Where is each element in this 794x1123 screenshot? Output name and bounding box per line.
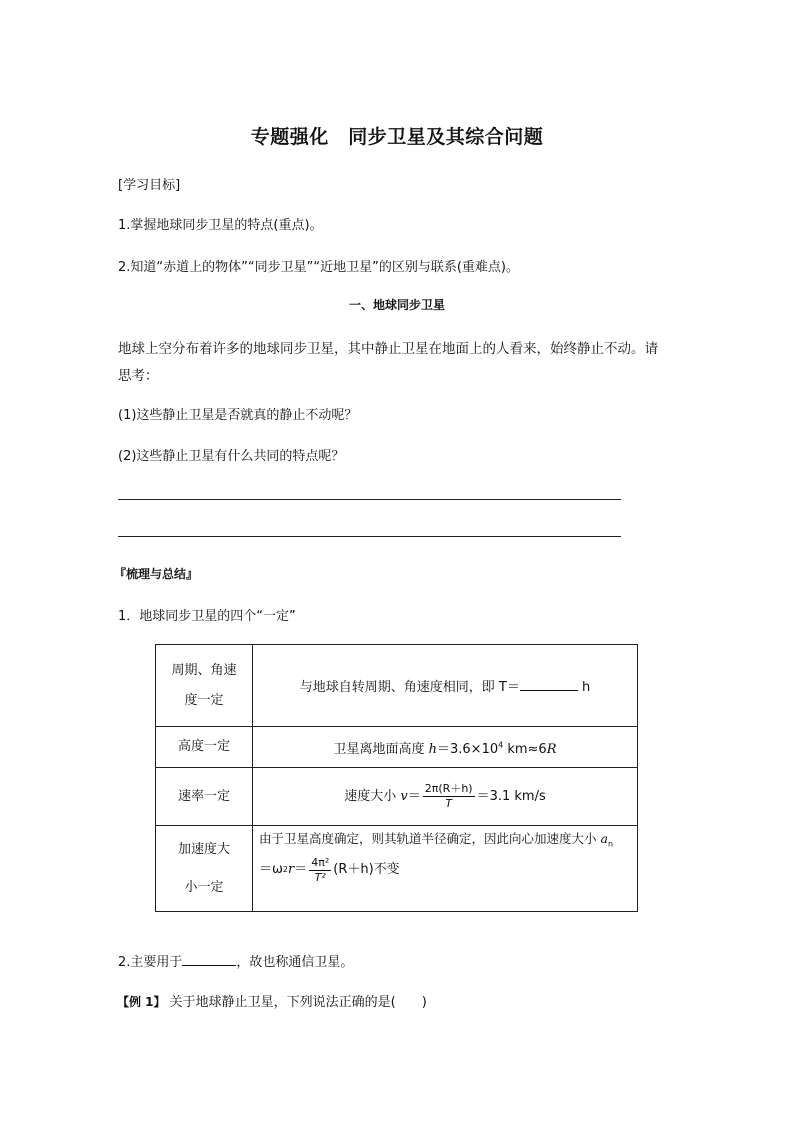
intro-paragraph-line2: 思考： [118, 368, 159, 384]
speed-var-v: v [400, 789, 408, 804]
accel-var-r: r [287, 862, 295, 877]
accel-fraction [309, 856, 331, 885]
height-exponent: 4 [498, 740, 504, 750]
height-text-post: km≈6 [503, 741, 547, 757]
objective-item-1: 1.掌握地球同步卫星的特点(重点)。 [118, 218, 323, 233]
example-text: 关于地球静止卫星，下列说法正确的是( ) [165, 995, 427, 1010]
label-speed: 速率一定 [156, 768, 253, 826]
accel-line2-pre: ＝ω [259, 862, 283, 877]
answer-line-2[interactable] [118, 536, 621, 537]
summary-header: 『梳理与总结』 [114, 567, 199, 581]
accel-eq2: ＝ [294, 862, 308, 877]
label-accel-line2: 小一定 [184, 879, 224, 895]
period-blank[interactable] [520, 690, 578, 691]
summary-point-1: 1．地球同步卫星的四个“一定” [118, 609, 296, 624]
question-2: (2)这些静止卫星有什么共同的特点呢？ [118, 449, 345, 464]
table-cell-accel [253, 826, 638, 912]
answer-line-1[interactable] [118, 499, 621, 500]
objectives-header: [学习目标] [118, 178, 181, 193]
accel-denominator: T² [314, 870, 326, 884]
summary-table [155, 644, 638, 912]
speed-numerator: 2π(R＋h) [424, 782, 473, 795]
speed-eq: ＝ [407, 789, 421, 804]
accel-numerator: 4π² [311, 855, 330, 869]
point2-pre: 2.主要用于 [118, 955, 183, 970]
objective-item-2: 2.知道“赤道上的物体”“同步卫星”“近地卫星”的区别与联系(重难点)。 [118, 260, 519, 275]
table-row [156, 727, 638, 768]
example-1 [117, 991, 427, 1010]
accel-var-a: a [600, 831, 608, 846]
accel-line1: 由于卫星高度确定，则其轨道半径确定，因此向心加速度大小 [259, 831, 601, 846]
summary-point-2 [118, 951, 353, 970]
table-cell-speed [253, 768, 638, 826]
height-text-pre: 卫星离地面高度 [333, 741, 429, 757]
table-cell-label [156, 826, 253, 912]
speed-text-pre: 速度大小 [344, 789, 401, 804]
speed-fraction [423, 782, 475, 811]
table-cell-period [253, 645, 638, 727]
label-period-line1: 周期、角速 [171, 662, 237, 678]
table-row [156, 645, 638, 727]
speed-denominator: T [445, 797, 453, 810]
table-row [156, 826, 638, 912]
period-text: 与地球自转周期、角速度相同，即 T＝ [299, 680, 520, 695]
intro-paragraph-line1: 地球上空分布着许多的地球同步卫星，其中静止卫星在地面上的人看来，始终静止不动。请 [118, 341, 658, 357]
accel-line2-post: (R＋h)不变 [333, 862, 400, 877]
page-title: 专题强化 同步卫星及其综合问题 [250, 126, 544, 148]
period-unit: h [577, 680, 591, 695]
accel-sub-n: n [607, 839, 614, 849]
label-accel-line1: 加速度大 [177, 841, 230, 857]
table-cell-height [253, 727, 638, 768]
point2-post: ，故也称通信卫星。 [236, 955, 354, 970]
table-cell-label [156, 645, 253, 727]
height-text-mid: ＝3.6×10 [437, 741, 499, 757]
point2-blank[interactable] [182, 965, 236, 966]
section-heading: 一、地球同步卫星 [348, 298, 445, 312]
table-row [156, 768, 638, 826]
height-var-h: h [428, 741, 437, 757]
question-1: (1)这些静止卫星是否就真的静止不动呢？ [118, 408, 358, 423]
omega-exponent: 2 [282, 865, 288, 874]
label-period-line2: 度一定 [184, 692, 224, 708]
speed-text-post: ＝3.1 km/s [476, 789, 546, 804]
example-tag: 【例 1】 [117, 995, 166, 1009]
label-height: 高度一定 [156, 727, 253, 768]
height-var-R: R [546, 741, 557, 757]
